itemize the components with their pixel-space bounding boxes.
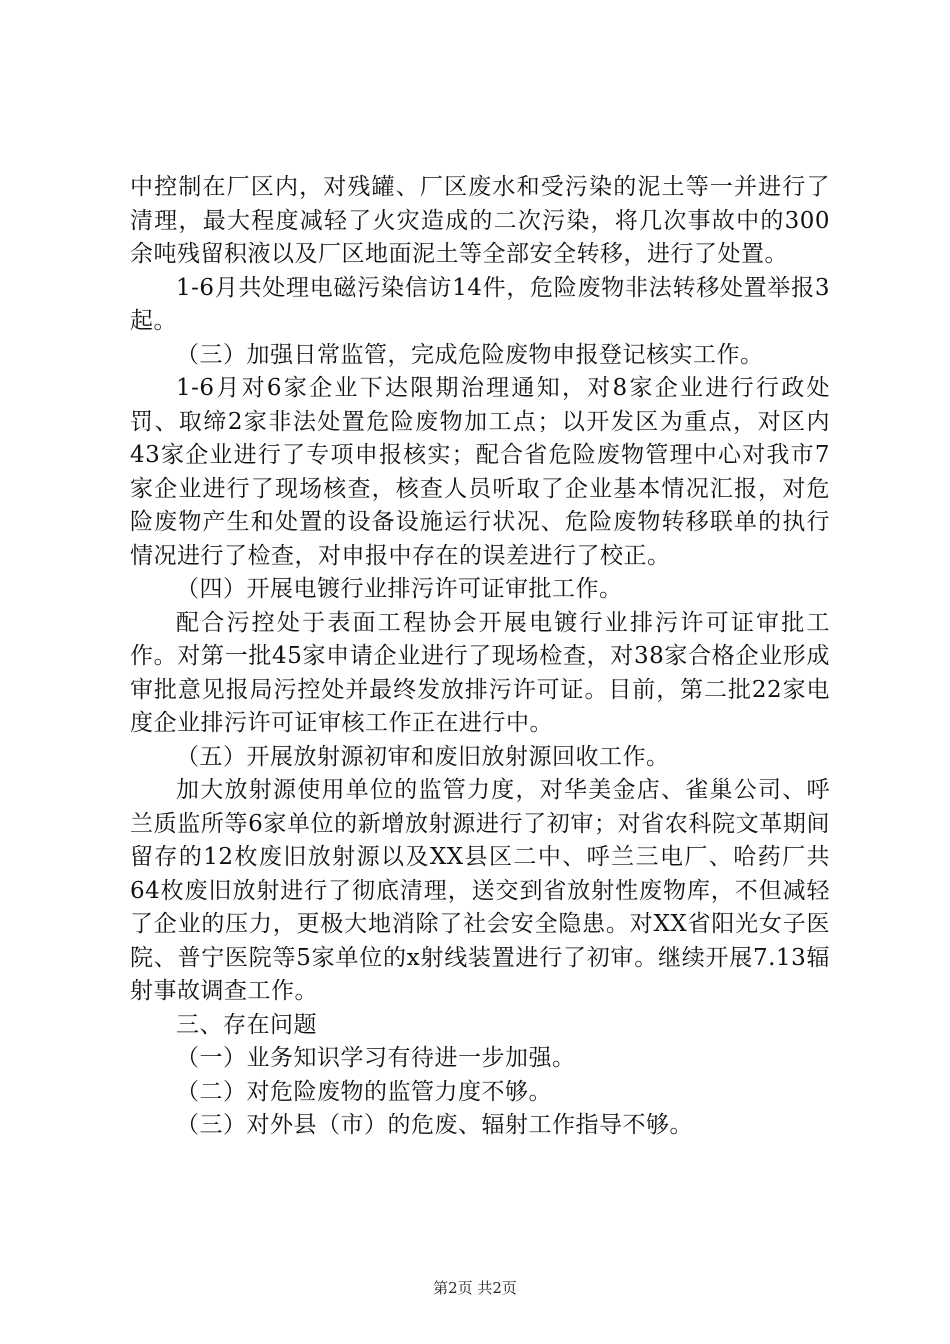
paragraph: 1-6月共处理电磁污染信访14件，危险废物非法转移处置举报3起。: [130, 274, 830, 334]
list-item: （二）对危险废物的监管力度不够。: [176, 1078, 552, 1105]
paragraph: 加大放射源使用单位的监管力度，对华美金店、雀巢公司、呼兰质监所等6家单位的新增放射源进行了初审；对省农科院文革期间留存的12枚废旧放射源以及XX县区二中、呼兰三电厂、哈药厂共64枚废旧放射进行了彻底清理，送交到省放射性废物库，不但减轻了企业的压力，更极大地消除了社会安全隐患。对XX省阳光女子医院、普宁医院等5家单位的x射线装置进行了初审。继续开展7.13辐射事故调查工作。: [130, 777, 830, 1004]
page-footer: 第2页 共2页: [433, 1279, 517, 1297]
paragraph: 1-6月对6家企业下达限期治理通知，对8家企业进行行政处罚、取缔2家非法处置危险废物加工点；以开发区为重点，对区内43家企业进行了专项申报核实；配合省危险废物管理中心对我市7家企业进行了现场核查，核查人员听取了企业基本情况汇报，对危险废物产生和处置的设备设施运行状况、危险废物转移联单的执行情况进行了检查，对申报中存在的误差进行了校正。: [130, 375, 830, 569]
document-body: [130, 171, 830, 1143]
section-heading: 三、存在问题: [176, 1011, 317, 1038]
section-heading: （五）开展放射源初审和废旧放射源回收工作。: [176, 743, 670, 770]
section-heading: （四）开展电镀行业排污许可证审批工作。: [176, 576, 623, 602]
list-item: （一）业务知识学习有待进一步加强。: [176, 1045, 576, 1071]
section-heading: （三）加强日常监管，完成危险废物申报登记核实工作。: [176, 341, 764, 368]
paragraph: 配合污控处于表面工程协会开展电镀行业排污许可证审批工作。对第一批45家申请企业进行了现场检查，对38家合格企业形成审批意见报局污控处并最终发放排污许可证。目前，第二批22家电度企业排污许可证审核工作正在进行中。: [130, 609, 830, 736]
list-item: （三）对外县（市）的危废、辐射工作指导不够。: [176, 1112, 693, 1138]
paragraph: 中控制在厂区内，对残罐、厂区废水和受污染的泥土等一并进行了清理，最大程度减轻了火灾造成的二次污染，将几次事故中的300余吨残留积液以及厂区地面泥土等全部安全转移，进行了处置。: [130, 174, 830, 267]
